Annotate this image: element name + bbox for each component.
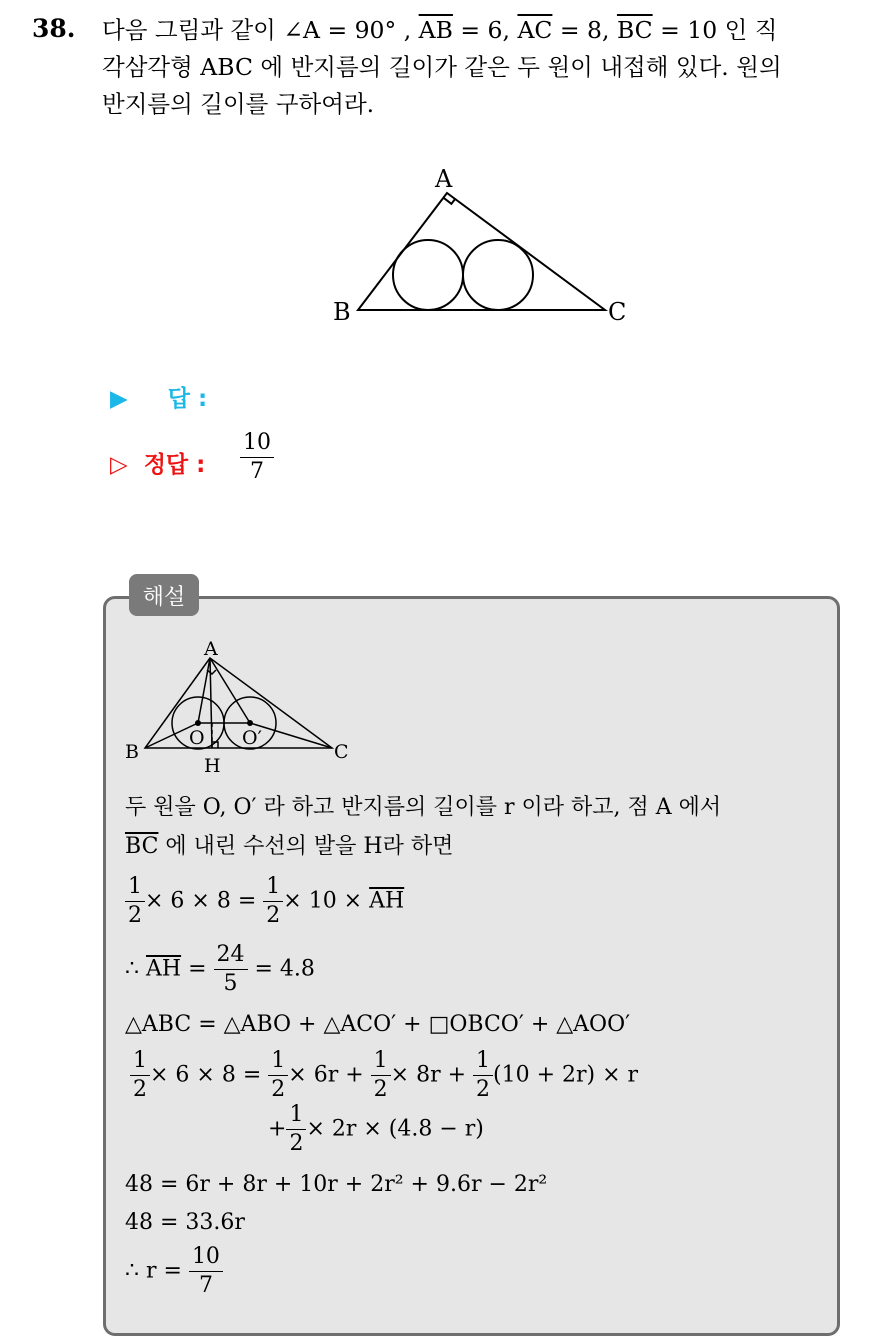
correct-answer-row xyxy=(110,446,205,479)
question-number: 38. xyxy=(32,14,76,43)
answer-row xyxy=(110,380,207,413)
question-line-3: 반지름의 길이를 구하여라. xyxy=(102,90,375,118)
svg-text:A: A xyxy=(204,638,218,660)
triangle-abc xyxy=(358,193,605,310)
inscribed-circle-right xyxy=(463,240,533,310)
svg-text:B: B xyxy=(125,741,139,763)
question-line-1: 다음 그림과 같이 ∠A = 90° , $\overline{AB} = 6$, $\overline{AC} = 8$, $\overline{BC} = 10$ 인 직 xyxy=(102,16,778,44)
label-a: A xyxy=(435,165,453,193)
inscribed-circle-left xyxy=(393,240,463,310)
equation-area-sum: △ABC = △ABO + △ACO′ + □OBCO′ + △AOO′ xyxy=(125,1012,631,1037)
svg-text:O′: O′ xyxy=(242,727,262,749)
question-line-2: 각삼각형 ABC 에 반지름의 길이가 같은 두 원이 내접해 있다. 원의 xyxy=(102,53,782,81)
svg-text:H: H xyxy=(204,755,221,776)
solution-intro-2: $\overline{BC}$ 에 내린 수선의 발을 H라 하면 xyxy=(125,834,454,859)
equation-expand-2: + $\frac{1}{2}$ × 2r × (4.8 − r) xyxy=(268,1102,484,1156)
correct-marker-icon: ▷ xyxy=(110,452,128,478)
correct-label: 정답 : xyxy=(143,452,206,478)
solution-figure xyxy=(120,636,360,776)
label-b: B xyxy=(333,298,351,326)
triangle-figure xyxy=(320,160,640,330)
question-text xyxy=(102,12,862,123)
label-c: C xyxy=(608,298,627,326)
equation-area: $\frac{1}{2}$ × 6 × 8 = $\frac{1}{2}$ × $10 \times \overline{AH}$ xyxy=(125,876,404,927)
correct-answer-value: $\frac{10}{7}$ xyxy=(240,432,274,483)
answer-marker-icon: ▶ xyxy=(110,386,128,412)
answer-label: 답 : xyxy=(167,386,208,412)
equation-simplified: 48 = 33.6r xyxy=(125,1210,245,1235)
equation-result: ∴ r = $\frac{10}{7}$ xyxy=(125,1246,223,1297)
svg-text:C: C xyxy=(334,741,349,763)
svg-text:O: O xyxy=(189,727,205,749)
equation-expand-1: $\frac{1}{2}$ × 6 × 8 = $\frac{1}{2}$ × 6r + $\frac{1}{2}$ × 8r + $\frac{1}{2}$ (10 + 2r) × r xyxy=(130,1050,638,1101)
equation-ah: ∴ $\overline{AH}$ = $\frac{24}{5}$ = 4.8 xyxy=(125,942,315,996)
solution-tag: 해설 xyxy=(129,574,199,616)
solution-intro-1: 두 원을 O, O′ 라 하고 반지름의 길이를 r 이라 하고, 점 A 에서 xyxy=(125,795,722,820)
equation-sum: 48 = 6r + 8r + 10r + 2r² + 9.6r − 2r² xyxy=(125,1172,548,1197)
